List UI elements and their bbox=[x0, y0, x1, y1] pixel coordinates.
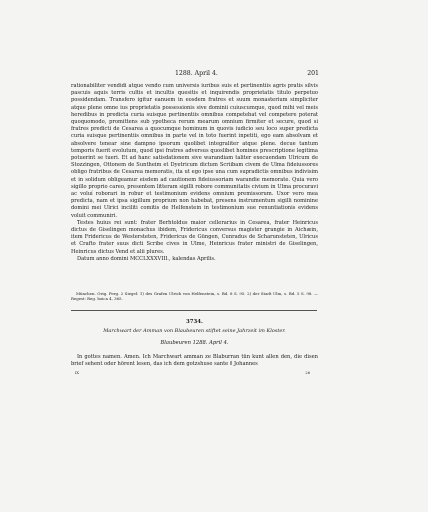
witness-paragraph: Testes huius rei sunt: frater Berhtoldus maior cellerarius in Cesarea, frater Heinricus dictus de Giselingen monachus ibidem, Fridericus conversus magister grangie in Aichæin, item Fridericus de Westersteten, Fridericus de Güngen, Cunradus de Scharunsteten, Ulricus et Crafto frater suus dicti Scribe cives in Ulme, Heinricus frater ministri de Giselingen, Heinricus dictus Vend et alii plures. bbox=[71, 219, 318, 255]
dating-paragraph: Datum anno domini MCCLXXXVIII., kalendas Aprilis. bbox=[77, 255, 216, 262]
signature-mark-right: 26 bbox=[305, 371, 310, 375]
german-charter-text bbox=[71, 354, 318, 368]
document-number: 3734. bbox=[186, 319, 203, 325]
document-place-date: Blaubeuren 1288. April 4. bbox=[160, 340, 229, 346]
page-number: 201 bbox=[307, 70, 319, 77]
section-divider bbox=[71, 310, 317, 311]
german-paragraph: In gottes namen. Amen. Ich Marchwart amman ze Blaburran tün kunt allen den, die disen brief sehent oder hörent lesen, das ich dem gotzshuse sante ǁ Johannes bbox=[71, 354, 318, 368]
latin-charter-text bbox=[71, 83, 318, 263]
document-summary: Marchwart der Amman von Blaubeuren stiftet seine Jahrzeit im Kloster. bbox=[103, 328, 286, 334]
header-date: 1288. April 4. bbox=[175, 70, 218, 77]
source-note bbox=[71, 291, 318, 302]
signature-mark-left: IX bbox=[75, 371, 79, 375]
source-note-text: München. Orig. Perg. 2 Siegel: 1) des Grafen Ulrich von Helfenstein, s. Bd. 8 S. 95. 2) der Stadt Ulm, s. Bd. 5 S. 98. — Regest: Reg. boica 4, 365. bbox=[71, 291, 318, 302]
charter-paragraph: rationabiliter vendidi atque vendo cum universis iuribus suis et pertinentiis agris pratis silvis pascuis aquis terris cultis et incultis quesitis et inquirendis proprietatis titulo perpetuo possidendam. Transfero igitur eanuem in eosdem fratres et suum monasterium simpliciter atque plene omne ius proprietatis possessionis sive dominii cuiuscumque, quod mihi vel meis heredibus in predicta curia suisque pertinentiis omnibus competebat vel competere poterat quoquomodo, promittens sub ypotheca rerum mearum omnium firmiter et secure, quod si fratres predicti de Cesarea a quocumque hominum in quovis iudicio seu loco super predicta curia suisque pertinentiis omnibus in parte vel in toto fuerint inpetiti, ego eam absolvam et absolvere tenear sine dampno ipsorum quolibet integraliter atque plene. decue tantum temporis fuerit evolutum, quod ipsi fratres adversus quoslibet homines prescriptione legitima potuerint se tueri. Et ad hanc satisdationem sive warandiam taliter execuendam Ulricum de Stozzingen, Ottonem de Suntheim et Dyetricum dictum Scriibam civem de Ulma fideiussores obligo fratribus de Cesarea memoratis, ita ut ego ipse una cum supradictis omnibus indivisim et in solidum obligeamur eisdem ad cautionem fideiussoriam warandie memorate. Quia vero sigillo proprio careo, presentem litteram sigilli robore communitatis civium in Ulma procuravi ac voluí roborari in robur et testimonium evidens omnium premissorum. Uxor vero mea predicta, nam et ipsa sigillum proprium non habebat, presens instrumentum sigilli nominine domini mei Ulrici inciliti comitis de Helfenstein in testimonium sue renuntiationis evidens voluit communiri. bbox=[71, 83, 318, 219]
